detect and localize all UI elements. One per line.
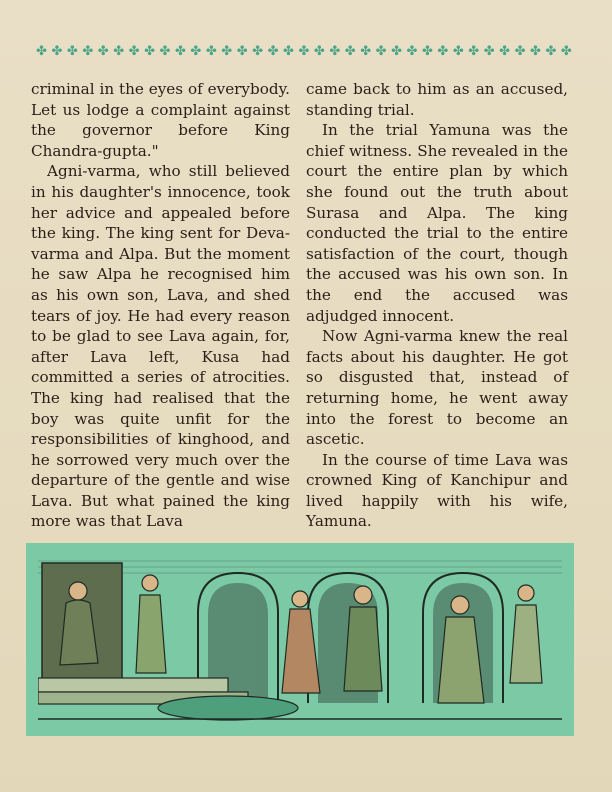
floral-cross-icon: ✤ xyxy=(205,44,217,59)
floral-cross-icon: ✤ xyxy=(344,44,356,59)
paragraph: Agni-varma, who still believed in his daughter's innocence, took her advice and appealed before the king. The king sent for Deva-varma and Alpa. But the moment he saw Alpa he recognised him as his own son, Lava, and shed tears of joy. He had every reason to be glad to see Lava again, for, after Lava left, Kusa had committed a series of atrocities. The king had realised that the boy was quite unfit for the responsibilities of kinghood, and he sorrowed very much over the departure of the gentle and wise Lava. But what pained the king more was that Lava xyxy=(31,162,290,531)
floral-cross-icon: ✤ xyxy=(236,44,248,59)
floral-cross-icon: ✤ xyxy=(51,44,63,59)
decorative-border xyxy=(34,44,574,60)
floral-cross-icon: ✤ xyxy=(452,44,464,59)
floral-cross-icon: ✤ xyxy=(82,44,94,59)
floral-cross-icon: ✤ xyxy=(36,44,47,59)
floral-cross-icon: ✤ xyxy=(360,44,372,59)
floral-cross-icon: ✤ xyxy=(545,44,557,59)
floral-cross-icon: ✤ xyxy=(514,44,526,59)
floral-cross-icon: ✤ xyxy=(313,44,325,59)
paragraph: came back to him as an accused, standing trial. xyxy=(306,80,568,119)
floral-cross-icon: ✤ xyxy=(298,44,310,59)
floral-cross-icon: ✤ xyxy=(144,44,156,59)
floral-cross-icon: ✤ xyxy=(221,44,233,59)
floral-cross-icon: ✤ xyxy=(483,44,495,59)
floral-cross-icon: ✤ xyxy=(159,44,171,59)
floral-cross-icon: ✤ xyxy=(283,44,294,59)
floral-cross-icon: ✤ xyxy=(406,44,418,59)
paragraph: Now Agni-varma knew the real facts about his daughter. He got so disgusted that, instead of returning home, he went away into the forest to become an ascetic. xyxy=(306,327,568,449)
floral-cross-icon: ✤ xyxy=(391,44,403,59)
floral-cross-icon: ✤ xyxy=(190,44,202,59)
paragraph: criminal in the eyes of everybody. Let us lodge a complaint against the governor before King Chandra-gupta." xyxy=(31,80,290,160)
floral-cross-icon: ✤ xyxy=(329,44,341,59)
floral-cross-icon: ✤ xyxy=(97,44,109,59)
floral-cross-icon: ✤ xyxy=(174,44,186,59)
floral-cross-icon: ✤ xyxy=(267,44,279,59)
floral-cross-icon: ✤ xyxy=(468,44,480,59)
floral-cross-icon: ✤ xyxy=(128,44,140,59)
floral-cross-icon: ✤ xyxy=(421,44,433,59)
floral-cross-icon: ✤ xyxy=(530,44,541,59)
right-column xyxy=(306,79,568,532)
illustration-drawing xyxy=(38,553,562,725)
paragraph: In the trial Yamuna was the chief witness. She revealed in the court the entire plan by which she found out the truth about Surasa and Alpa. The king conducted the trial to the entire satisfaction of the court, though the accused was his own son. In the end the accused was adjudged innocent. xyxy=(306,121,568,325)
floral-cross-icon: ✤ xyxy=(375,44,387,59)
floral-cross-icon: ✤ xyxy=(252,44,264,59)
floral-cross-icon: ✤ xyxy=(66,44,78,59)
paragraph: In the course of time Lava was crowned King of Kanchipur and lived happily with his wife, Yamuna. xyxy=(306,450,568,531)
floral-cross-icon: ✤ xyxy=(113,44,125,59)
left-column xyxy=(31,79,290,532)
floral-cross-icon: ✤ xyxy=(560,44,572,59)
court-scene-illustration xyxy=(26,543,574,736)
floral-cross-icon: ✤ xyxy=(499,44,511,59)
floral-cross-icon: ✤ xyxy=(437,44,449,59)
